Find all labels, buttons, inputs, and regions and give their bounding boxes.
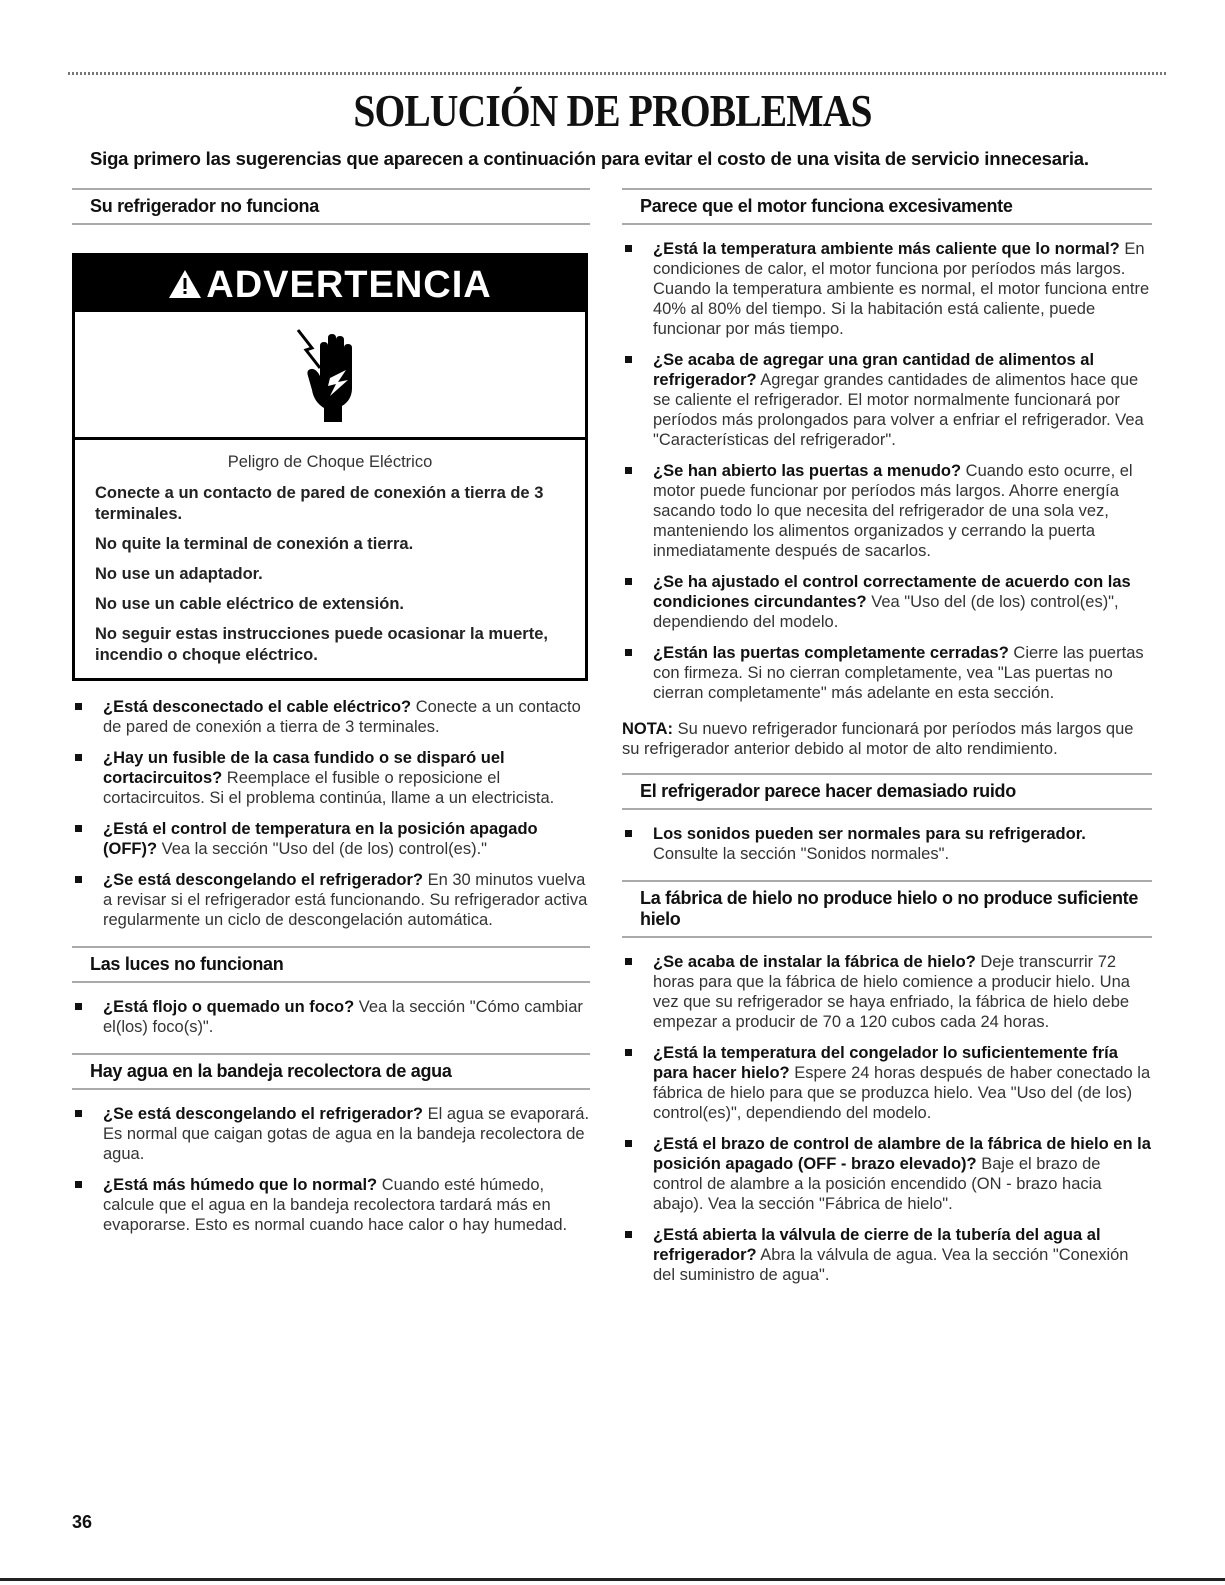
page-intro: Siga primero las sugerencias que aparecen a continuación para evitar el costo de una visita de servicio innecesaria. (90, 148, 1089, 169)
list-ruido (622, 824, 1152, 864)
list-item: ¿Está abierta la válvula de cierre de la tubería del agua al refrigerador? Abra la válvula de agua. Vea la sección "Conexión del suministro de agua". (622, 1225, 1152, 1285)
note-label: NOTA: (622, 720, 674, 738)
electric-shock-hand-icon (75, 312, 585, 440)
list-item: ¿Está flojo o quemado un foco? Vea la sección "Cómo cambiar el(los) foco(s)". (72, 997, 590, 1037)
list-item: ¿Está la temperatura ambiente más caliente que lo normal? En condiciones de calor, el motor funciona por períodos más largos. Cuando la temperatura ambiente es normal, el motor funciona entre 40% al 80% del tiempo. Si la habitación está caliente, puede funcionar por más tiempo. (622, 239, 1152, 339)
page-number: 36 (72, 1512, 93, 1532)
list-item: ¿Hay un fusible de la casa fundido o se disparó uel cortacircuitos? Reemplace el fusible o reposicione el cortacircuitos. Si el problema continúa, llame a un electricista. (72, 748, 590, 808)
warning-heading: Peligro de Choque Eléctrico (227, 453, 433, 471)
list-item: ¿Se acaba de instalar la fábrica de hielo? Deje transcurrir 72 horas para que la fábrica de hielo comience a producir hielo. Una vez que su refrigerador se haya enfriado, la fábrica de hielo debe empezar a producir de 70 a 120 cubos cada 24 horas. (622, 952, 1152, 1032)
warning-line: No quite la terminal de conexión a tierra. (95, 535, 414, 553)
list-motor (622, 239, 1152, 703)
list-bandeja (72, 1104, 590, 1235)
list-item: ¿Están las puertas completamente cerradas? Cierre las puertas con firmeza. Si no cierran completamente, vea "Las puertas no cierran completamente" más adelante en esta sección. (622, 643, 1152, 703)
list-item: ¿Se han abierto las puertas a menudo? Cuando esto ocurre, el motor puede funcionar por períodos más largos. Ahorre energía sacando todo lo que necesita del refrigerador de una sola vez, manteniendo los alimentos organizados y cerrando la puerta inmediatamente después de sacarlos. (622, 461, 1152, 561)
list-item: ¿Se está descongelando el refrigerador? El agua se evaporará. Es normal que caigan gotas de agua en la bandeja recolectora de agua. (72, 1104, 590, 1164)
right-column (622, 188, 1152, 1301)
section-title-ruido: El refrigerador parece hacer demasiado ruido (622, 773, 1152, 810)
list-item: Los sonidos pueden ser normales para su refrigerador. Consulte la sección "Sonidos normales". (622, 824, 1152, 864)
list-hielo (622, 952, 1152, 1285)
section-title-bandeja: Hay agua en la bandeja recolectora de agua (72, 1053, 590, 1090)
list-item: ¿Está la temperatura del congelador lo suficientemente fría para hacer hielo? Espere 24 horas después de haber conectado la fábrica de hielo para que se produzca hielo. Vea "Uso del (de los) control(es)", dependiendo del modelo. (622, 1043, 1152, 1123)
section-title-no-funciona: Su refrigerador no funciona (72, 188, 590, 225)
page-title: SOLUCIÓN DE PROBLEMAS (353, 85, 872, 136)
warning-body (75, 440, 585, 678)
warning-triangle-icon (168, 258, 202, 316)
left-column (72, 188, 590, 1251)
list-luces (72, 997, 590, 1037)
warning-line: No use un cable eléctrico de extensión. (95, 595, 405, 613)
list-item: ¿Está más húmedo que lo normal? Cuando esté húmedo, calcule que el agua en la bandeja recolectora tardará más en evaporarse. Esto es normal cuando hace calor o hay humedad. (72, 1175, 590, 1235)
top-rule (68, 72, 1167, 75)
warning-banner-text: ADVERTENCIA (206, 264, 492, 306)
warning-line: No use un adaptador. (95, 565, 263, 583)
list-no-funciona (72, 697, 590, 930)
section-title-motor: Parece que el motor funciona excesivamente (622, 188, 1152, 225)
list-item: ¿Se ha ajustado el control correctamente de acuerdo con las condiciones circundantes? Vea "Uso del (de los) control(es)", dependiendo del modelo. (622, 572, 1152, 632)
list-item: ¿Está el control de temperatura en la posición apagado (OFF)? Vea la sección "Uso del (de los) control(es)." (72, 819, 590, 859)
warning-line: Conecte a un contacto de pared de conexión a tierra de 3 terminales. (95, 484, 544, 523)
warning-banner (75, 256, 585, 312)
list-item: ¿Está desconectado el cable eléctrico? Conecte a un contacto de pared de conexión a tierra de 3 terminales. (72, 697, 590, 737)
list-item: ¿Está el brazo de control de alambre de la fábrica de hielo en la posición apagado (OFF - brazo elevado)? Baje el brazo de control de alambre a la posición encendido (ON - brazo hacia abajo). Vea la sección "Fábrica de hielo". (622, 1134, 1152, 1214)
section-title-luces: Las luces no funcionan (72, 946, 590, 983)
note-motor (622, 719, 1152, 759)
note-text: Su nuevo refrigerador funcionará por períodos más largos que su refrigerador anterior debido al motor de alto rendimiento. (622, 720, 1134, 758)
section-title-hielo: La fábrica de hielo no produce hielo o no produce suficiente hielo (622, 880, 1152, 938)
list-item: ¿Se acaba de agregar una gran cantidad de alimentos al refrigerador? Agregar grandes cantidades de alimentos hace que se caliente el refrigerador. El motor normalmente funcionará por períodos más prolongados para volver a enfriar el refrigerador. Vea "Características del refrigerador". (622, 350, 1152, 450)
warning-box (72, 253, 588, 681)
warning-line: No seguir estas instrucciones puede ocasionar la muerte, incendio o choque eléctrico. (95, 625, 548, 664)
bottom-rule (0, 1578, 1225, 1581)
list-item: ¿Se está descongelando el refrigerador? En 30 minutos vuelva a revisar si el refrigerador está funcionando. Su refrigerador activa regularmente un ciclo de descongelación automática. (72, 870, 590, 930)
